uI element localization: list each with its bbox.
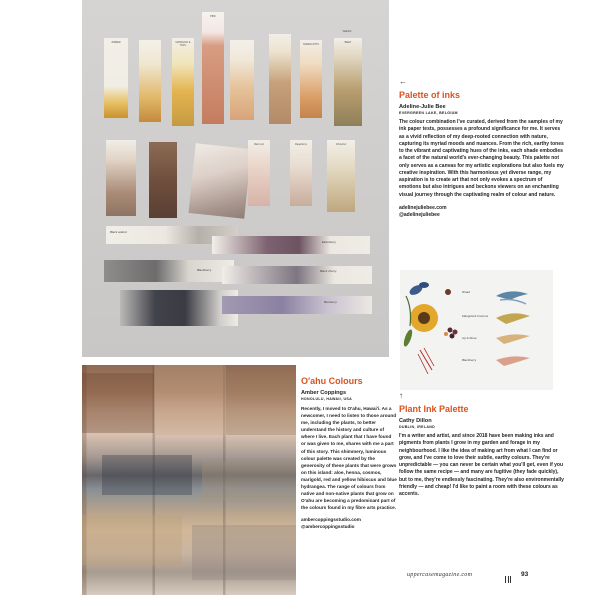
swatch-beet (334, 38, 362, 126)
up-arrow-icon: ↑ (399, 391, 403, 400)
swatch-label-chestnut: Chestnut (335, 143, 347, 146)
oahu-website[interactable]: ambercoppingsstudio.com (301, 517, 361, 523)
fabric-patch-3 (226, 375, 296, 435)
palette-location: EVERGREEN LAKE, BELGIUM (399, 111, 458, 115)
strip-label-elderberry: Elderberry (322, 240, 336, 244)
strip-blueberry (222, 296, 372, 314)
strip-label-black-walnut: Black walnut (110, 230, 127, 234)
swatch-amber (104, 38, 128, 118)
plant-body: I'm a writer and artist, and since 2018 have been making inks and pigments from plants I grow in my garden and forage in my neighbourhood. I like the idea of making art from what I can find or grow, and I've come to love their subtle, earthy colours. They're unpredictable — you can never be certain what you'll get, even if you follow the same recipe — and many are fugitive (they fade quickly), but to me, they're endlessly fascinating. They're also environmentally friendly — and cheap! I'd like to paint a room with these colours as accents. (399, 433, 564, 497)
swatch-mid-2 (149, 142, 177, 218)
swatch-mid-3 (188, 143, 251, 218)
plant-label-blackberry: Blackberry (462, 358, 477, 362)
swatch-mid-4 (248, 140, 270, 206)
oahu-body: Recently, I moved to O'ahu, Hawai'i. As a newcomer, I need to listen to those around me, including the plants, to better understand the history and culture of where I live. Each plant that I have found or was given to me, shares with me a part of this story. This shimmery, luminous colour palette was created by the generosity of these plants that were grown on this island: aloe, henna, cosmos, marigold, red and yellow hibiscus and blue hydrangea. The range of colours from native and non-native plants that grow on O'ahu are becoming a predominant part of the colours found in my fibre arts practice. (301, 406, 397, 511)
swatch-5 (230, 40, 254, 120)
swatch-mid-1 (106, 140, 136, 216)
page-number: 93 (521, 571, 529, 578)
palette-body: The colour combination I've curated, derived from the samples of my ink paper tests, possesses a profound significance for me. It serves as a vivid reflection of my deep-rooted connection with nature, capturing its myriad moods and nuances. From the rich, earthy tones to the vibrant and captivating hues of the inks, each shade embodies a facet of the natural world's ever-changing beauty. This palette not only serves as a canvas for my artistic explorations but also fuels my creative inspiration. With this harmonious yet diverse range, my aspiration is to create art that not only evokes a spectrum of emotions but also intrigues and beckons viewers on an enchanting visual journey through the captivating realm of colour and nature. (399, 119, 564, 198)
strip-label-black-cherry: Black cherry (320, 269, 337, 273)
swatch-2 (139, 40, 161, 122)
oahu-title: O'ahu Colours (301, 376, 363, 386)
plant-ink-photo (400, 270, 553, 390)
plant-location: DUBLIN, IRELAND (399, 425, 436, 429)
swatch-mid-6 (327, 140, 355, 212)
swatch-label-terracotta: TERRACOTTA (302, 43, 320, 46)
strip-black-cherry (222, 266, 372, 284)
swatch-label-marigold: MARIGOLD & TOFU (175, 41, 191, 47)
plant-title: Plant Ink Palette (399, 404, 469, 414)
fabric-patch-7 (192, 525, 296, 580)
fabric-patch-4 (102, 455, 192, 495)
plant-ink-illustration (400, 270, 553, 390)
swatch-label-red-root: Red root (254, 143, 264, 146)
swatch-label-beet: BEET (344, 41, 352, 44)
plant-label-ivy: Ivy & Rose (462, 336, 477, 340)
swatch-label-raspberry: Raspberry (295, 143, 307, 146)
swatch-marigold (172, 38, 194, 126)
swatch-label-pink: PINK (209, 15, 217, 18)
plant-article (399, 392, 565, 498)
strip-label-blackberry: Blackberry (197, 268, 212, 272)
fabric-patch-6 (82, 515, 182, 565)
oahu-fabric-photo (82, 365, 296, 595)
oahu-location: HONOLULU, HAWAII, USA (301, 397, 353, 401)
swatch-terracotta (300, 40, 322, 118)
fabric-patch-2 (154, 365, 226, 435)
fabric-patch-1 (82, 373, 154, 433)
palette-instagram[interactable]: @adelinejuliebee (399, 211, 440, 218)
palette-title: Palette of inks (399, 90, 461, 100)
ink-swatches-photo (82, 0, 389, 357)
swatch-pink (202, 12, 224, 124)
plant-label-woad: Woad (462, 290, 470, 294)
plant-label-marigold: Marigold & Cosmos (462, 314, 489, 318)
oahu-instagram[interactable]: @ambercoppingsstudio (301, 524, 355, 530)
swatch-6 (269, 34, 291, 124)
strip-elderberry (212, 236, 370, 254)
footer-url: uppercasemagazine.com (407, 572, 473, 578)
left-arrow-icon: ← (399, 77, 407, 86)
strip-label-blueberry: Blueberry (324, 300, 337, 304)
oahu-author: Amber Coppings (301, 390, 347, 396)
fabric-patch-5 (202, 461, 296, 501)
oahu-article (301, 374, 397, 530)
swatch-mid-5 (290, 140, 312, 206)
palette-author: Adeline-Julie Bee (399, 104, 446, 110)
footer-separator-icon (505, 570, 513, 577)
swatch-label-amber: AMBER (111, 41, 121, 44)
strip-ink-dark (120, 290, 238, 326)
swatch-label-seeds: SEEDS (342, 30, 352, 33)
strip-blackberry (104, 260, 234, 282)
palette-article (399, 78, 565, 219)
plant-author: Cathy Dillon (399, 418, 432, 424)
palette-website[interactable]: adelinejuliebee.com (399, 204, 447, 211)
